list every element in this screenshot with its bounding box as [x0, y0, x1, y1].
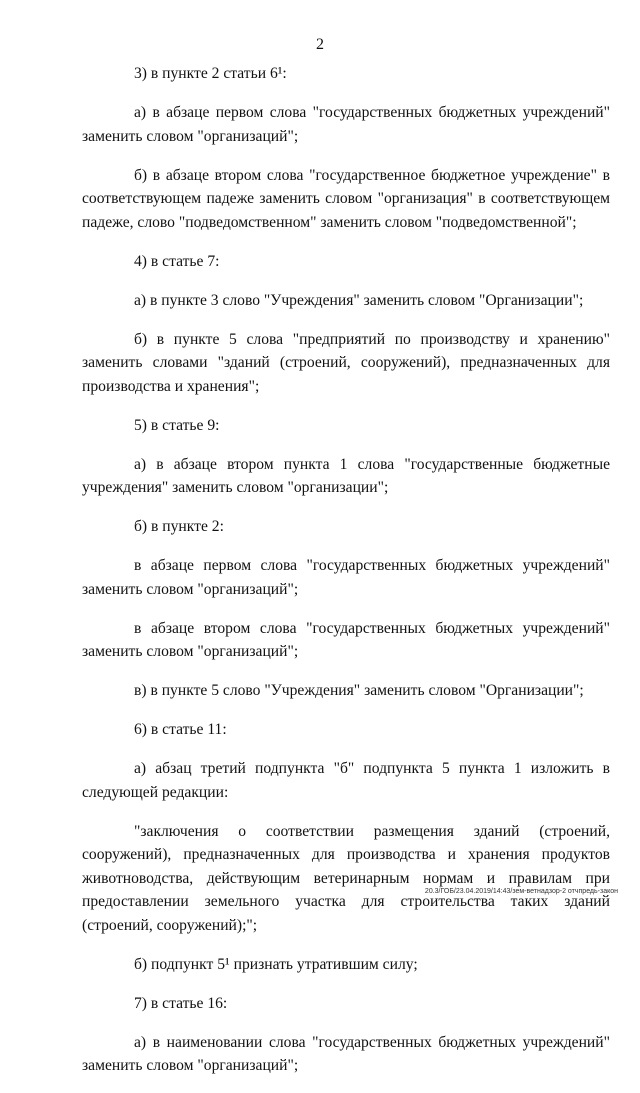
paragraph: а) в абзаце втором пункта 1 слова "государственные бюджетные учреждения" заменить словом "организации"; — [82, 455, 610, 496]
paragraph: а) в пункте 3 слово "Учреждения" заменить словом "Организации"; — [134, 291, 584, 309]
paragraph: б) в пункте 2: — [134, 518, 224, 535]
paragraph: а) абзац третий подпункта "б" подпункта 5 пункта 1 изложить в следующей редакции: — [82, 760, 610, 801]
paragraph: 3) в пункте 2 статьи 6¹: — [134, 65, 287, 82]
page-number: 2 — [316, 36, 324, 53]
paragraph: 7) в статье 16: — [134, 994, 228, 1012]
paragraph: "заключения о соответствии размещения зданий (строений, сооружений), предназначенных для производства и хранения продуктов животноводства, действующим ветеринарным нормам и правилам при предоставлении земельного участка для строительства таких зданий (строений, сооружений);"; — [82, 822, 610, 934]
paragraph: 4) в статье 7: — [134, 252, 220, 270]
footer-file-reference: 20.3/ГОБ/23.04.2019/14:43/зем-ветнадзор-2 отчпредь-закон — [424, 888, 618, 895]
paragraph: в абзаце первом слова "государственных бюджетных учреждений" заменить словом "организаций"; — [82, 557, 610, 598]
paragraph: в) в пункте 5 слово "Учреждения" заменить словом "Организации"; — [134, 682, 584, 699]
paragraph: б) в абзаце втором слова "государственное бюджетное учреждение" в соответствующем падеже заменить словом "организация" в соответствующем падеже, слово "подведомственном" заменить словом "подведомственной"; — [82, 166, 610, 231]
paragraph: а) в наименовании слова "государственных бюджетных учреждений" заменить словом "организаций"; — [82, 1033, 610, 1074]
paragraph: 6) в статье 11: — [134, 721, 227, 738]
paragraph: а) в абзаце первом слова "государственных бюджетных учреждений" заменить словом "организаций"; — [82, 104, 610, 145]
paragraph: 5) в статье 9: — [134, 416, 220, 434]
paragraph: б) в пункте 5 слова "предприятий по производству и хранению" заменить словами "зданий (строений, сооружений), предназначенных для производства и хранения"; — [82, 330, 610, 395]
paragraph: б) подпункт 5¹ признать утратившим силу; — [134, 955, 418, 973]
paragraph: в абзаце втором слова "государственных бюджетных учреждений" заменить словом "организаций"; — [82, 619, 610, 660]
document-body — [82, 62, 610, 1093]
